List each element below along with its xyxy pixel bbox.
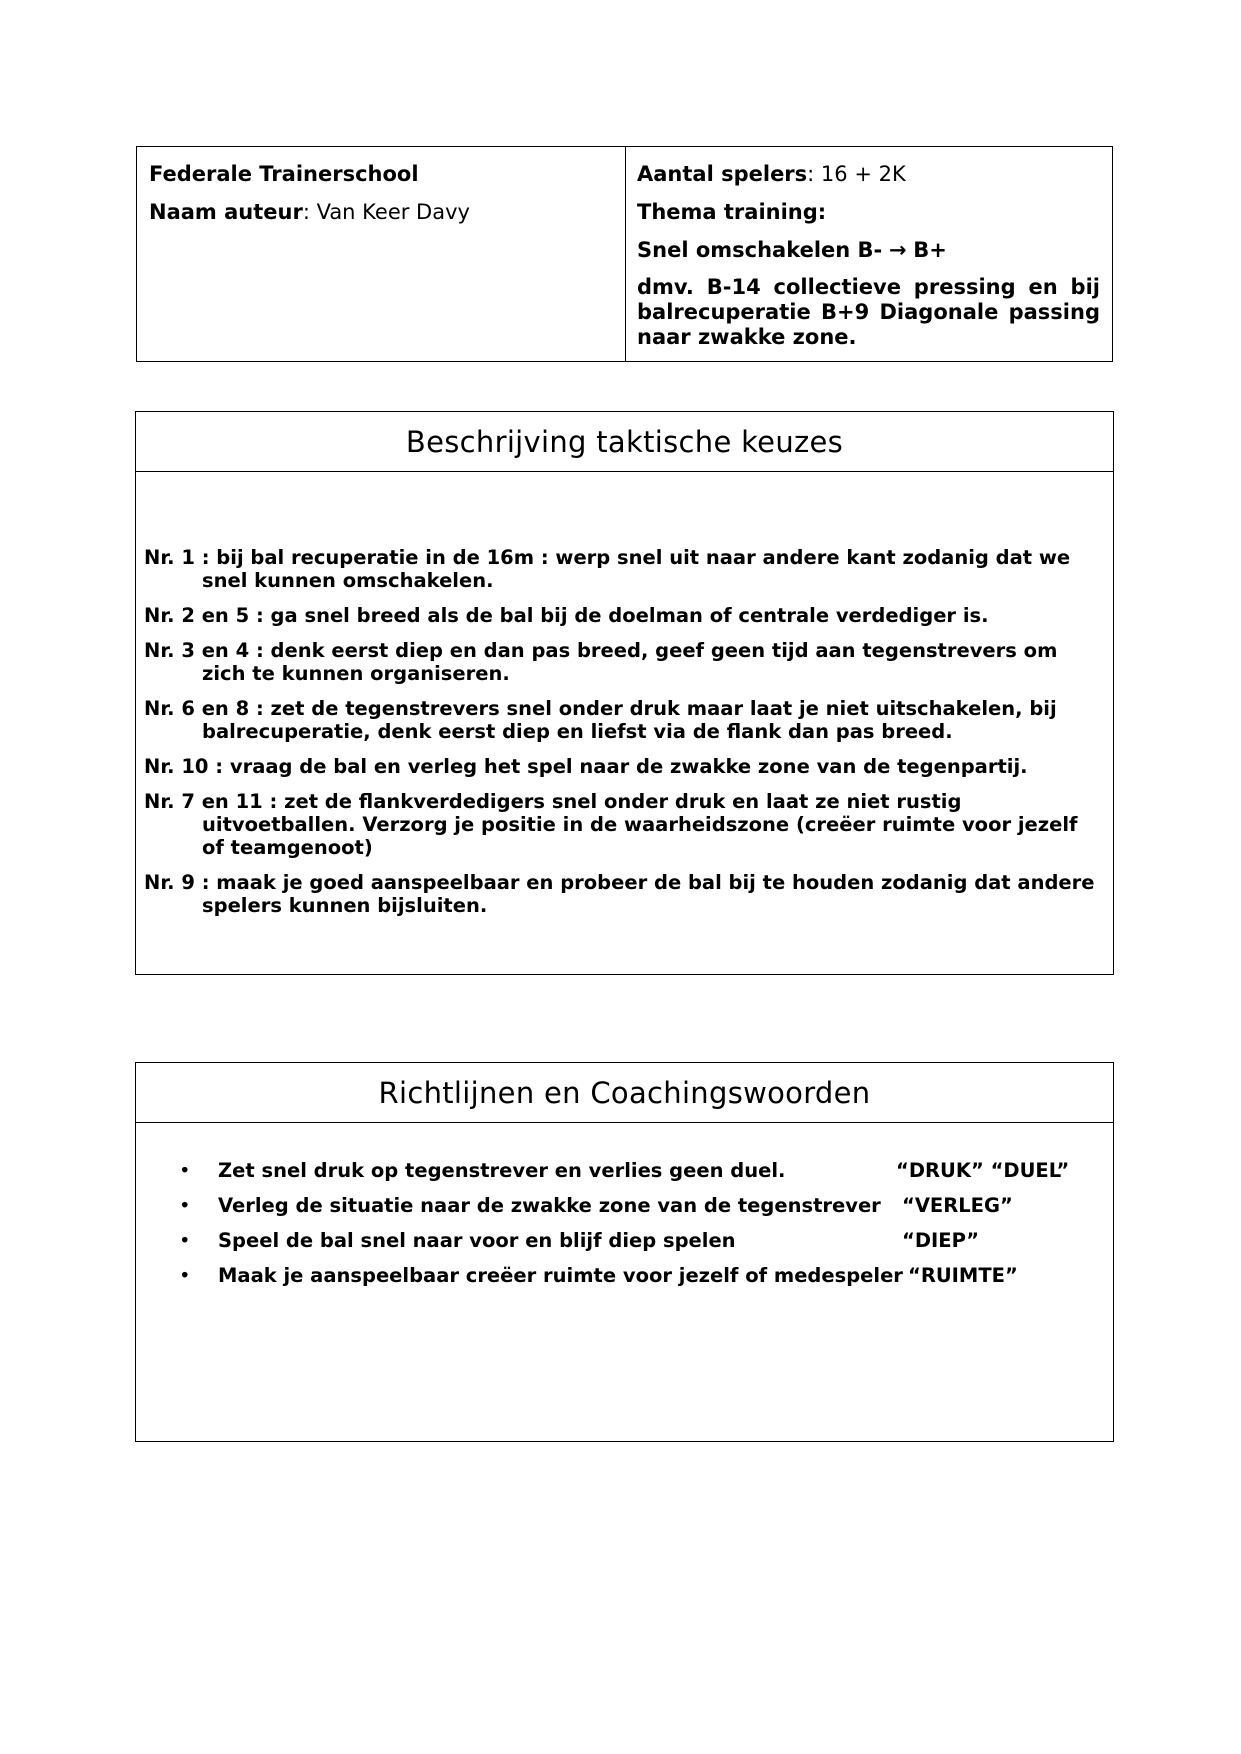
coaching-word: “RUIMTE” (908, 1264, 1018, 1287)
guideline-text: Maak je aanspeelbaar creëer ruimte voor jezelf of medespeler (218, 1264, 903, 1287)
coaching-word: “VERLEG” (902, 1194, 1013, 1217)
bullet-icon: • (179, 1159, 191, 1182)
list-item (136, 1159, 1113, 1194)
tactical-choices-section (135, 411, 1114, 975)
list-item: Nr. 7 en 11 : zet de flankverdedigers snel onder druk en laat ze niet rustig uitvoetballen. Verzorg je positie in de waarheidszone (creëer ruimte voor jezelf of teamgenoot) (144, 790, 1078, 859)
list-item: Nr. 1 : bij bal recuperatie in de 16m : werp snel uit naar andere kant zodanig dat we snel kunnen omschakelen. (144, 546, 1071, 592)
list-item (136, 1229, 1113, 1264)
list-item (136, 1264, 1113, 1299)
author-line: Naam auteur: Van Keer Davy (149, 200, 470, 224)
list-item: Nr. 3 en 4 : denk eerst diep en dan pas breed, geef geen tijd aan tegenstrevers om zich te kunnen organiseren. (144, 639, 1058, 685)
coaching-list (136, 1159, 1113, 1299)
list-item: Nr. 2 en 5 : ga snel breed als de bal bij de doelman of centrale verdediger is. (144, 604, 989, 627)
bullet-icon: • (179, 1264, 191, 1287)
section-title: Richtlijnen en Coachingswoorden (136, 1063, 1113, 1123)
theme-title: Snel omschakelen B- → B+ (637, 238, 947, 262)
guideline-text: Verleg de situatie naar de zwakke zone van de tegenstrever (218, 1194, 881, 1217)
coaching-word: “DRUK” “DUEL” (896, 1159, 1070, 1182)
header-left-cell (137, 147, 626, 361)
arrow-right-icon: → (888, 238, 907, 262)
theme-description: dmv. B-14 collectieve pressing en bij balrecuperatie B+9 Diagonale passing naar zwakke zone. (637, 275, 1100, 349)
guideline-text: Speel de bal snel naar voor en blijf diep spelen (218, 1229, 736, 1252)
theme-label: Thema training: (637, 200, 827, 224)
bullet-icon: • (179, 1229, 191, 1252)
bullet-icon: • (179, 1194, 191, 1217)
header-table (136, 146, 1113, 362)
coaching-section (135, 1062, 1114, 1442)
guideline-text: Zet snel druk op tegenstrever en verlies geen duel. (218, 1159, 786, 1182)
header-right-cell (626, 147, 1112, 361)
list-item: Nr. 9 : maak je goed aanspeelbaar en probeer de bal bij te houden zodanig dat andere spelers kunnen bijsluiten. (144, 871, 1095, 917)
coaching-word: “DIEP” (902, 1229, 980, 1252)
list-item: Nr. 6 en 8 : zet de tegenstrevers snel onder druk maar laat je niet uitschakelen, bij balrecuperatie, denk eerst diep en liefst via de flank dan pas breed. (144, 697, 1057, 743)
tactical-list (144, 546, 1095, 929)
players-line: Aantal spelers: 16 + 2K (637, 162, 906, 186)
list-item (136, 1194, 1113, 1229)
list-item: Nr. 10 : vraag de bal en verleg het spel naar de zwakke zone van de tegenpartij. (144, 755, 1028, 778)
section-title: Beschrijving taktische keuzes (136, 412, 1113, 472)
school-name: Federale Trainerschool (149, 162, 419, 186)
